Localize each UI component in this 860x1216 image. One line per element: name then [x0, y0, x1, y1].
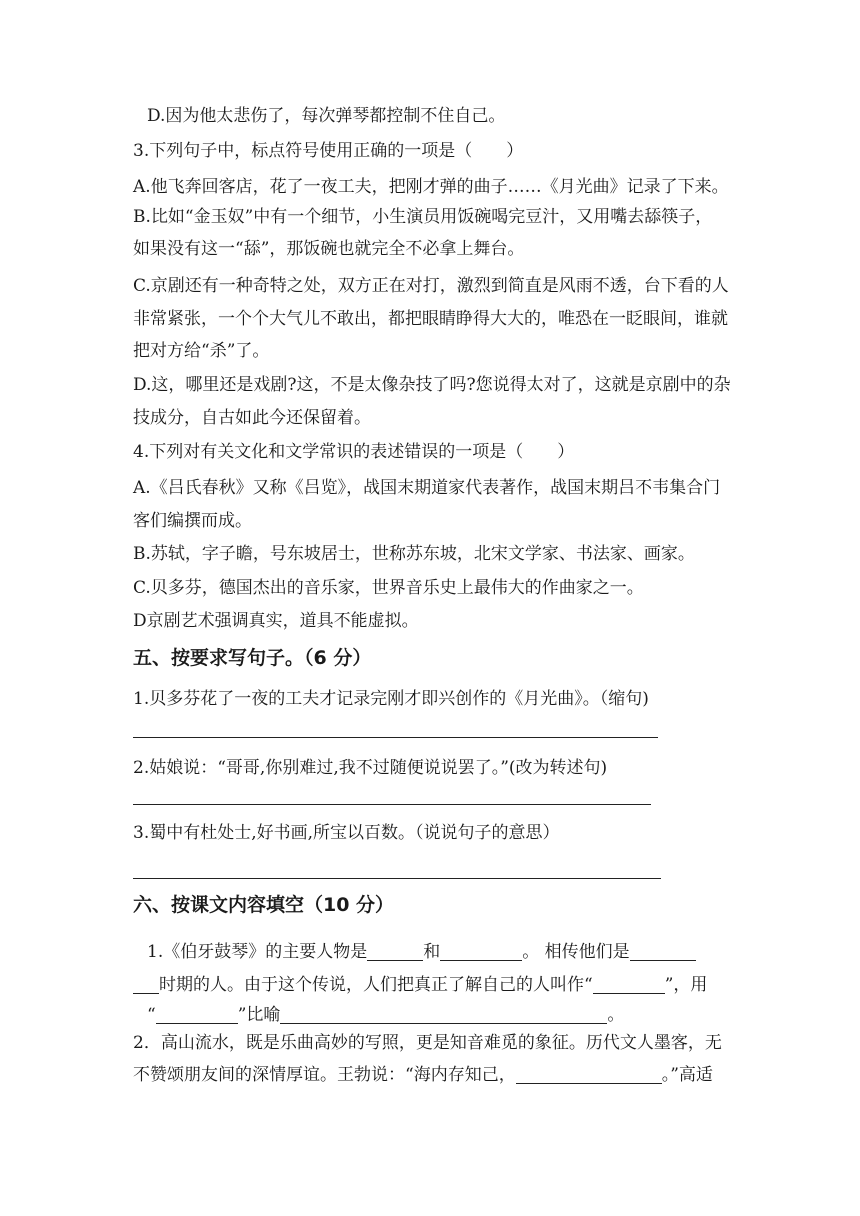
q3-option-d-line2: 技成分，自古如此今还保留着。: [133, 408, 371, 428]
blank-era[interactable]: [630, 942, 696, 961]
q3-option-c-line3: 把对方给“杀”了。: [133, 341, 270, 361]
q4-option-d: D京剧艺术强调真实，道具不能虚拟。: [133, 611, 419, 631]
blank-meaning[interactable]: [280, 1005, 607, 1024]
answer-line-1[interactable]: [133, 737, 658, 738]
section-6-item-1-line2: [133, 974, 707, 996]
q3-option-b-line2: 如果没有这一“舔”，那饭碗也就完全不必拿上舞台。: [133, 239, 525, 259]
q2-option-d: D.因为他太悲伤了，每次弹琴都控制不住自己。: [147, 106, 506, 126]
q3-option-c-line1: C.京剧还有一种奇特之处，双方正在对打，激烈到简直是风雨不透，台下看的人: [133, 276, 729, 296]
answer-line-2[interactable]: [133, 804, 651, 805]
item1-text-b: 和: [423, 942, 441, 962]
q3-option-a: A.他飞奔回客店，花了一夜工夫，把刚才弹的曲子……《月光曲》记录了下来。: [133, 177, 729, 197]
item1-text-a: 1.《伯牙鼓琴》的主要人物是: [147, 942, 368, 962]
item1-text-f: “: [147, 1005, 156, 1025]
blank-wangbo-poem[interactable]: [516, 1065, 662, 1084]
item1-text-g: ”比喻: [237, 1005, 281, 1025]
blank-era-continued[interactable]: [133, 975, 159, 994]
section-5-item-1: 1.贝多芬花了一夜的工夫才记录完刚才即兴创作的《月光曲》。（缩句): [133, 689, 649, 709]
section-6-item-2-line1: 2．高山流水，既是乐曲高妙的写照，更是知音难觅的象征。历代文人墨客，无: [133, 1033, 722, 1053]
answer-line-3[interactable]: [133, 878, 661, 879]
section-6-item-1-line3: [147, 1004, 624, 1026]
item2-text-b: 。”高适: [661, 1065, 713, 1085]
blank-zhiyin[interactable]: [593, 975, 665, 994]
q4-option-c: C.贝多芬，德国杰出的音乐家，世界音乐史上最伟大的作曲家之一。: [133, 578, 644, 598]
section-6-heading: 六、按课文内容填空（10 分）: [133, 894, 395, 916]
section-5-item-3: 3.蜀中有杜处士,好书画,所宝以百数。（说说句子的意思）: [133, 823, 560, 843]
item1-text-d: 时期的人。由于这个传说，人们把真正了解自己的人叫作“: [159, 975, 593, 995]
q3-option-b-line1: B.比如“金玉奴”中有一个细节，小生演员用饭碗喝完豆汁，又用嘴去舔筷子，: [133, 207, 713, 227]
section-5-item-2: 2.姑娘说：“哥哥,你别难过,我不过随便说说罢了。”(改为转述句): [133, 758, 608, 778]
section-6-item-2-line2: [133, 1064, 713, 1086]
blank-main-character-2[interactable]: [440, 942, 522, 961]
q3-stem: 3.下列句子中，标点符号使用正确的一项是（ ）: [133, 141, 524, 161]
blank-idiom[interactable]: [156, 1005, 238, 1024]
q4-option-b: B.苏轼，字子瞻，号东坡居士，世称苏东坡，北宋文学家、书法家、画家。: [133, 544, 695, 564]
q3-option-c-line2: 非常紧张，一个个大气儿不敢出，都把眼睛睁得大大的，唯恐在一眨眼间，谁就: [133, 309, 728, 329]
q4-stem: 4.下列对有关文化和文学常识的表述错误的一项是（ ）: [133, 442, 575, 462]
item1-text-h: 。: [607, 1005, 625, 1025]
blank-main-character-1[interactable]: [367, 942, 423, 961]
item1-text-c: 。 相传他们是: [522, 942, 630, 962]
q3-option-d-line1: D.这，哪里还是戏剧?这，不是太像杂技了吗?您说得太对了，这就是京剧中的杂: [133, 375, 731, 395]
q4-option-a-line2: 客们编撰而成。: [133, 511, 252, 531]
item2-text-a: 不赞颂朋友间的深情厚谊。王勃说：“海内存知己，: [133, 1065, 516, 1085]
section-5-heading: 五、按要求写句子。（6 分）: [133, 647, 372, 669]
q4-option-a-line1: A.《吕氏春秋》又称《吕览》，战国末期道家代表著作，战国末期吕不韦集合门: [133, 478, 721, 498]
item1-text-e: ”，用: [664, 975, 708, 995]
section-6-item-1-line1: [147, 941, 696, 963]
